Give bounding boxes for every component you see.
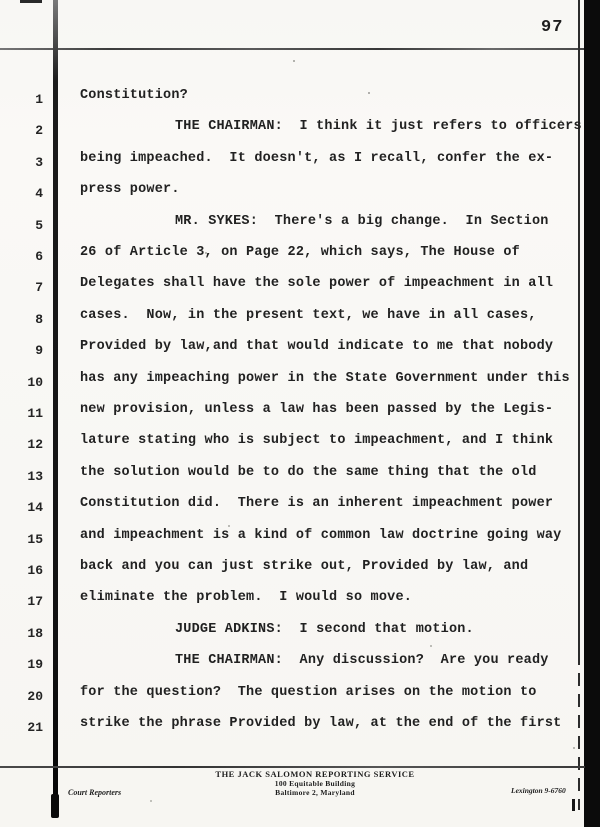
transcript-line [0, 496, 584, 528]
line-text: JUDGE ADKINS: I second that motion. [175, 621, 474, 637]
line-text: back and you can just strike out, Provided by law, and [80, 559, 529, 574]
transcript-line [0, 433, 584, 465]
transcript-line [0, 685, 584, 717]
line-number: 7 [35, 280, 43, 296]
line-number: 11 [27, 406, 43, 421]
line-text: Delegates shall have the sole power of impeachment in all [80, 276, 554, 292]
line-number: 10 [27, 374, 43, 390]
transcript-line [0, 308, 584, 340]
line-text: being impeached. It doesn't, as I recall, confer the ex- [80, 150, 554, 166]
transcript-line [0, 88, 584, 120]
transcript-line [0, 622, 584, 654]
line-number: 18 [27, 625, 43, 641]
left-margin-rule-end-blob [51, 794, 59, 818]
transcript-line [0, 214, 584, 246]
line-text: and impeachment is a kind of common law doctrine going way [80, 527, 562, 543]
transcript-line [0, 465, 584, 497]
transcript-line [0, 402, 584, 434]
transcript-line [0, 371, 584, 403]
line-number: 19 [27, 657, 43, 673]
transcript-line [0, 653, 584, 685]
line-text: has any impeaching power in the State Government under this [80, 370, 570, 386]
line-text: Constitution? [80, 88, 188, 103]
line-number: 6 [35, 249, 43, 264]
footer-service-address2: Baltimore 2, Maryland [275, 788, 355, 797]
page-number: 97 [541, 18, 564, 37]
line-number: 8 [35, 311, 43, 327]
line-text: THE CHAIRMAN: Any discussion? Are you ready [175, 653, 549, 669]
line-number: 17 [27, 594, 43, 610]
line-number: 13 [27, 468, 43, 484]
line-text: eliminate the problem. I would so move. [80, 590, 413, 606]
line-number: 15 [27, 531, 43, 547]
transcript-line [0, 716, 584, 748]
line-text: lature stating who is subject to impeachment, and I think [80, 433, 554, 449]
footer-service-name: THE JACK SALOMON REPORTING SERVICE [215, 769, 415, 779]
line-number: 14 [27, 500, 43, 516]
transcript-line [0, 528, 584, 560]
line-number: 2 [35, 123, 43, 139]
line-text: Provided by law,and that would indicate to me that nobody [80, 339, 554, 355]
line-text: strike the phrase Provided by law, at the end of the first [80, 716, 562, 731]
line-text: press power. [80, 182, 180, 198]
transcript-line [0, 119, 584, 151]
line-number: 5 [35, 217, 43, 233]
transcript-line [0, 245, 584, 277]
line-text: THE CHAIRMAN: I think it just refers to officers [175, 119, 582, 135]
line-number: 9 [35, 343, 43, 359]
footer-reporting-service-block [215, 770, 414, 797]
scan-ink-mark [572, 799, 575, 811]
line-text: the solution would be to do the same thing that the old [80, 464, 537, 480]
line-number: 4 [35, 186, 43, 202]
footer-rule [0, 766, 585, 768]
line-number: 1 [35, 92, 43, 107]
line-text: 26 of Article 3, on Page 22, which says, The House of [80, 245, 520, 260]
line-text: MR. SYKES: There's a big change. In Section [175, 213, 549, 229]
footer-phone: Lexington 9-6760 [511, 786, 566, 795]
footer-service-address1: 100 Equitable Building [274, 779, 356, 788]
transcript-line [0, 559, 584, 591]
transcript-line [0, 590, 584, 622]
line-text: cases. Now, in the present text, we have in all cases, [80, 307, 537, 323]
transcript-line [0, 182, 584, 214]
scan-edge-band [584, 0, 600, 827]
line-number: 20 [27, 688, 43, 704]
transcript-line [0, 151, 584, 183]
line-number: 21 [27, 720, 43, 735]
line-text: new provision, unless a law has been passed by the Legis- [80, 402, 554, 417]
line-number: 3 [35, 154, 43, 170]
transcript-line [0, 276, 584, 308]
line-text: Constitution did. There is an inherent impeachment power [80, 496, 554, 512]
line-text: for the question? The question arises on the motion to [80, 684, 537, 700]
line-number: 12 [27, 437, 43, 453]
line-number: 16 [27, 563, 43, 578]
footer-court-reporters: Court Reporters [68, 788, 122, 797]
transcript-line [0, 339, 584, 371]
